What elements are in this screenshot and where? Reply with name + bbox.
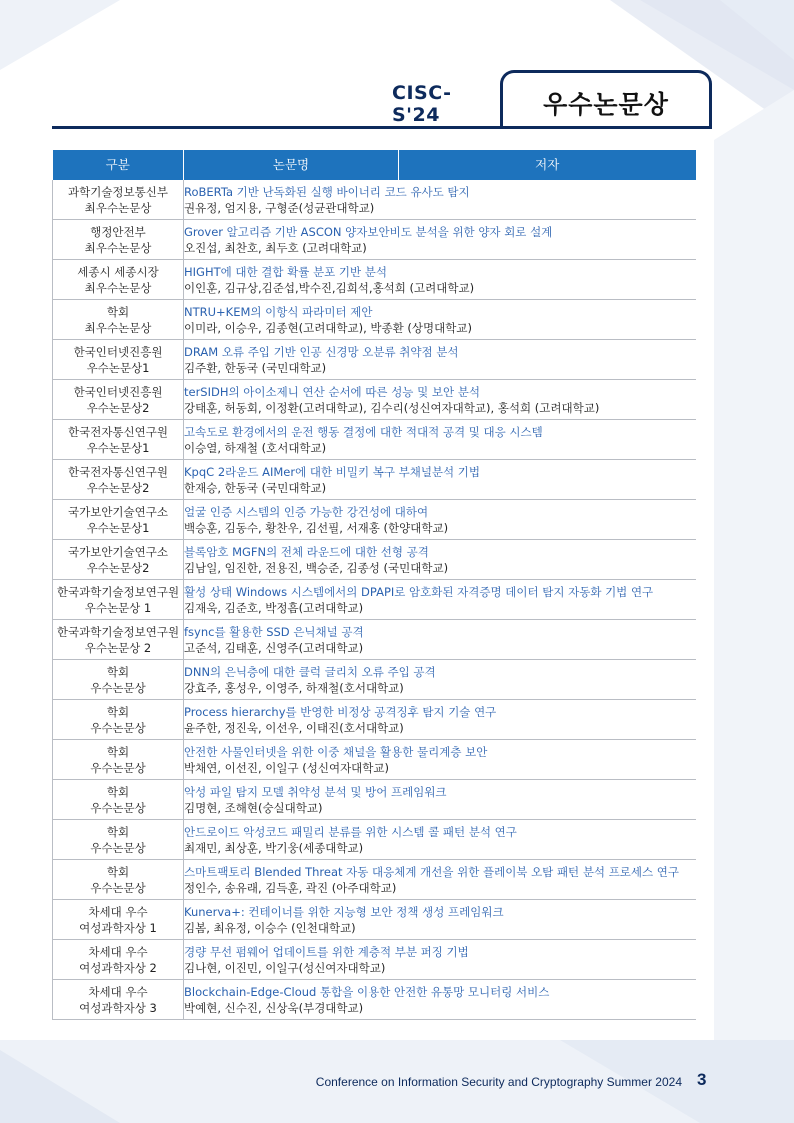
award-category (53, 780, 184, 820)
table-row (53, 420, 696, 460)
award-category-line1: 한국과학기술정보연구원 (56, 584, 180, 599)
paper-cell (184, 180, 696, 220)
paper-title: 스마트팩토리 Blended Threat 자동 대응체계 개선을 위한 플레이북 오탐 패턴 분석 프로세스 연구 (184, 864, 680, 879)
award-category-line2: 우수논문상 (90, 840, 146, 855)
paper-title: 블록암호 MGFN의 전체 라운드에 대한 선형 공격 (184, 544, 429, 559)
award-category-line1: 학회 (106, 824, 130, 839)
table-row (53, 660, 696, 700)
paper-authors: 윤주한, 정진욱, 이선우, 이태진(호서대학교) (184, 720, 404, 735)
award-category-line2: 우수논문상2 (86, 400, 150, 415)
paper-title: 고속도로 환경에서의 운전 행동 결정에 대한 적대적 공격 및 대응 시스템 (184, 424, 543, 439)
paper-cell (184, 340, 696, 380)
paper-authors: 백승훈, 김동수, 황찬우, 김선필, 서재홍 (한양대학교) (184, 520, 449, 535)
award-category (53, 380, 184, 420)
paper-cell (184, 860, 696, 900)
table-row (53, 940, 696, 980)
paper-cell (184, 620, 696, 660)
award-category (53, 300, 184, 340)
award-category-line2: 우수논문상1 (86, 520, 150, 535)
award-category-line2: 우수논문상 (90, 880, 146, 895)
table-row (53, 980, 696, 1020)
paper-authors: 이승열, 하재철 (호서대학교) (184, 440, 327, 455)
paper-title: KpqC 2라운드 AIMer에 대한 비밀키 복구 부채널분석 기법 (184, 464, 481, 479)
paper-title: Process hierarchy를 반영한 비정상 공격징후 탐지 기술 연구 (184, 704, 497, 719)
award-category (53, 260, 184, 300)
paper-authors: 고준석, 김태훈, 신영주(고려대학교) (184, 640, 364, 655)
table-row (53, 380, 696, 420)
award-category (53, 180, 184, 220)
paper-title: RoBERTa 기반 난독화된 실행 바이너리 코드 유사도 탐지 (184, 184, 470, 199)
award-category-line2: 우수논문상 (90, 720, 146, 735)
paper-cell (184, 660, 696, 700)
paper-cell (184, 380, 696, 420)
award-category-line2: 여성과학자상 3 (79, 1000, 157, 1015)
award-category-line2: 우수논문상 1 (84, 600, 152, 615)
paper-authors: 박예현, 신수진, 신상욱(부경대학교) (184, 1000, 364, 1015)
paper-cell (184, 740, 696, 780)
award-category (53, 820, 184, 860)
paper-title: 안전한 사물인터넷을 위한 이중 채널을 활용한 물리계층 보안 (184, 744, 488, 759)
column-header-category: 구분 (53, 150, 184, 180)
award-category-line1: 학회 (106, 864, 130, 879)
paper-title: Blockchain-Edge-Cloud 통합을 이용한 안전한 유통망 모니터링 서비스 (184, 984, 550, 999)
paper-authors: 한재승, 한동국 (국민대학교) (184, 480, 327, 495)
column-header-authors: 저자 (399, 150, 696, 180)
award-category (53, 420, 184, 460)
table-header-row (53, 150, 696, 180)
award-category (53, 940, 184, 980)
award-category-line1: 학회 (106, 304, 130, 319)
paper-title: HIGHT에 대한 결합 확률 분포 기반 분석 (184, 264, 387, 279)
award-category-line1: 한국인터넷진흥원 (73, 344, 163, 359)
paper-cell (184, 900, 696, 940)
paper-authors: 이인훈, 김규상,김준섭,박수진,김희석,홍석희 (고려대학교) (184, 280, 475, 295)
award-category-line2: 최우수논문상 (84, 280, 152, 295)
table-row (53, 820, 696, 860)
paper-title: fsync를 활용한 SSD 은닉채널 공격 (184, 624, 364, 639)
paper-cell (184, 940, 696, 980)
award-category (53, 620, 184, 660)
table-row (53, 900, 696, 940)
award-category-line2: 우수논문상2 (86, 480, 150, 495)
table-row (53, 780, 696, 820)
section-title: 우수논문상 (543, 90, 669, 119)
table-row (53, 300, 696, 340)
award-category-line1: 국가보안기술연구소 (68, 504, 168, 519)
award-category (53, 580, 184, 620)
award-category-line1: 학회 (106, 744, 130, 759)
page-number: 3 (697, 1070, 707, 1089)
table-row (53, 180, 696, 220)
table-row (53, 700, 696, 740)
award-category (53, 340, 184, 380)
award-category-line1: 차세대 우수 (88, 984, 148, 999)
award-category-line1: 한국전자통신연구원 (68, 424, 168, 439)
award-category-line2: 여성과학자상 2 (79, 960, 157, 975)
paper-authors: 김봄, 최유정, 이승수 (인천대학교) (184, 920, 356, 935)
award-category-line2: 최우수논문상 (84, 200, 152, 215)
header-rule (52, 126, 712, 129)
award-category (53, 460, 184, 500)
table-row (53, 260, 696, 300)
paper-title: 악성 파일 탐지 모델 취약성 분석 및 방어 프레임워크 (184, 784, 447, 799)
paper-authors: 권유정, 엄지용, 구형준(성균관대학교) (184, 200, 375, 215)
award-category-line1: 학회 (106, 784, 130, 799)
conference-label: CISC-S'24 (392, 82, 452, 126)
paper-authors: 정인수, 송유래, 김득훈, 곽진 (아주대학교) (184, 880, 397, 895)
award-category (53, 220, 184, 260)
paper-cell (184, 420, 696, 460)
paper-cell (184, 260, 696, 300)
award-category-line1: 세종시 세종시장 (77, 264, 159, 279)
award-category-line2: 여성과학자상 1 (79, 920, 157, 935)
paper-title: 활성 상태 Windows 시스템에서의 DPAPI로 암호화된 자격증명 데이터 탐지 자동화 기법 연구 (184, 584, 654, 599)
award-category (53, 900, 184, 940)
award-category-line2: 우수논문상 (90, 760, 146, 775)
award-category-line1: 차세대 우수 (88, 904, 148, 919)
award-category-line2: 우수논문상 (90, 800, 146, 815)
paper-authors: 김나현, 이진민, 이일구(성신여자대학교) (184, 960, 386, 975)
award-category (53, 700, 184, 740)
paper-title: DNN의 은닉층에 대한 클럭 글리치 오류 주입 공격 (184, 664, 436, 679)
award-category-line2: 우수논문상 (90, 680, 146, 695)
award-category-line1: 차세대 우수 (88, 944, 148, 959)
table-body (53, 180, 696, 1020)
award-category (53, 540, 184, 580)
paper-authors: 강태훈, 허동회, 이정환(고려대학교), 김수리(성신여자대학교), 홍석희 (고려대학교) (184, 400, 600, 415)
award-category-line2: 우수논문상1 (86, 360, 150, 375)
award-category (53, 740, 184, 780)
table-row (53, 500, 696, 540)
paper-cell (184, 700, 696, 740)
paper-cell (184, 460, 696, 500)
award-category (53, 860, 184, 900)
paper-authors: 강효주, 홍성우, 이영주, 하재철(호서대학교) (184, 680, 404, 695)
paper-title: NTRU+KEM의 이항식 파라미터 제안 (184, 304, 373, 319)
award-category-line2: 우수논문상2 (86, 560, 150, 575)
table-row (53, 540, 696, 580)
paper-title: terSIDH의 아이소제니 연산 순서에 따른 성능 및 보안 분석 (184, 384, 480, 399)
table-row (53, 740, 696, 780)
award-category-line2: 최우수논문상 (84, 240, 152, 255)
paper-title: Grover 알고리즘 기반 ASCON 양자보안비도 분석을 위한 양자 회로 설계 (184, 224, 553, 239)
paper-title: 경량 무선 펌웨어 업데이트를 위한 계층적 부분 퍼징 기법 (184, 944, 469, 959)
paper-authors: 김명현, 조해현(숭실대학교) (184, 800, 323, 815)
award-category-line2: 최우수논문상 (84, 320, 152, 335)
table-row (53, 460, 696, 500)
table-row (53, 580, 696, 620)
award-category-line2: 우수논문상 2 (84, 640, 152, 655)
award-category-line1: 학회 (106, 664, 130, 679)
paper-cell (184, 500, 696, 540)
paper-authors: 김주환, 한동국 (국민대학교) (184, 360, 327, 375)
paper-cell (184, 540, 696, 580)
award-category-line1: 한국전자통신연구원 (68, 464, 168, 479)
paper-cell (184, 820, 696, 860)
paper-cell (184, 580, 696, 620)
award-category (53, 500, 184, 540)
paper-authors: 오진섭, 최찬호, 최두호 (고려대학교) (184, 240, 367, 255)
awards-table (52, 150, 696, 1020)
table-row (53, 340, 696, 380)
paper-cell (184, 780, 696, 820)
paper-cell (184, 300, 696, 340)
paper-title: Kunerva+: 컨테이너를 위한 지능형 보안 정책 생성 프레임워크 (184, 904, 504, 919)
award-category-line1: 한국과학기술정보연구원 (56, 624, 180, 639)
paper-authors: 김남일, 임진한, 전용진, 백승준, 김종성 (국민대학교) (184, 560, 449, 575)
award-category-line1: 한국인터넷진흥원 (73, 384, 163, 399)
paper-authors: 김재욱, 김준호, 박정흠(고려대학교) (184, 600, 364, 615)
paper-authors: 최재민, 최상훈, 박기웅(세종대학교) (184, 840, 364, 855)
award-category-line1: 행정안전부 (90, 224, 146, 239)
award-category-line1: 국가보안기술연구소 (68, 544, 168, 559)
table-row (53, 620, 696, 660)
paper-authors: 이미라, 이승우, 김종현(고려대학교), 박종환 (상명대학교) (184, 320, 472, 335)
award-category (53, 980, 184, 1020)
column-header-paper: 논문명 (184, 150, 399, 180)
award-category-line1: 과학기술정보통신부 (68, 184, 168, 199)
award-category-line1: 학회 (106, 704, 130, 719)
paper-title: 얼굴 인증 시스템의 인증 가능한 강건성에 대하여 (184, 504, 429, 519)
paper-title: DRAM 오류 주입 기반 인공 신경망 오분류 취약점 분석 (184, 344, 459, 359)
paper-title: 안드로이드 악성코드 패밀리 분류를 위한 시스템 콜 패턴 분석 연구 (184, 824, 517, 839)
award-category-line2: 우수논문상1 (86, 440, 150, 455)
paper-cell (184, 220, 696, 260)
table-row (53, 860, 696, 900)
section-tab (500, 70, 712, 128)
table-row (53, 220, 696, 260)
paper-authors: 박채연, 이선진, 이일구 (성신여자대학교) (184, 760, 389, 775)
paper-cell (184, 980, 696, 1020)
footer-conference: Conference on Information Security and Cryptography Summer 2024 (315, 1075, 682, 1089)
award-category (53, 660, 184, 700)
